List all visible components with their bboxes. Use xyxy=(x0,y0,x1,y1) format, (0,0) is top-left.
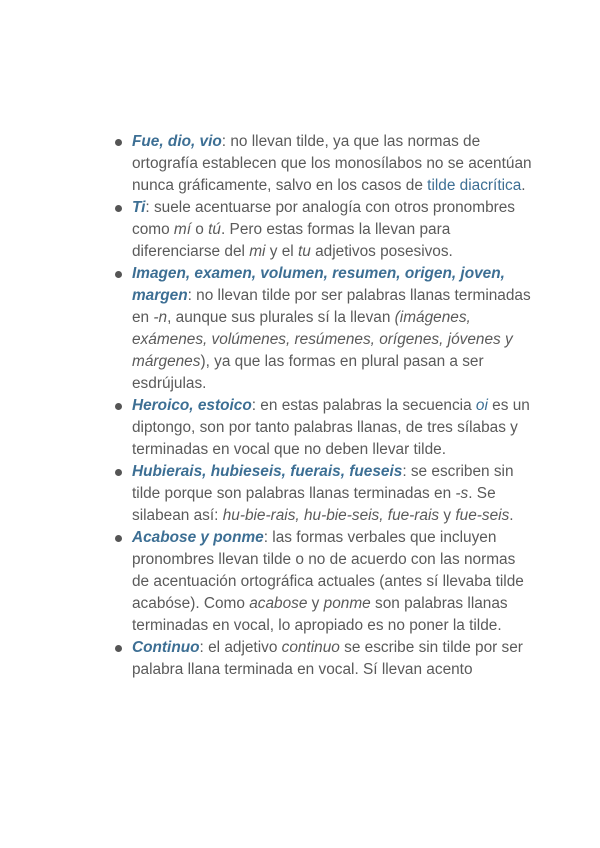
text: : el adjetivo xyxy=(199,639,282,656)
text: ), ya que las formas en plural pasan a ser esdrújulas. xyxy=(132,353,484,392)
text: son palabras llanas terminadas en vocal, lo apropiado es no poner la tilde. xyxy=(132,595,508,634)
bullet-icon xyxy=(115,469,122,476)
emphasis: oi xyxy=(475,397,488,414)
list-item-hubierais xyxy=(132,461,532,527)
text: : las formas verbales que incluyen pronombres llevan tilde o no de acuerdo con las normas de acentuación ortográfica actuales (antes sí llevaba tilde acabóse). Como xyxy=(132,529,524,612)
term: Acabose y ponme xyxy=(132,529,264,546)
term: Hubierais, hubieseis, fuerais, fueseis xyxy=(132,463,403,480)
text: . Pero estas formas la llevan para diferenciarse del xyxy=(132,221,451,260)
text: . xyxy=(521,177,526,194)
term: Continuo xyxy=(132,639,200,656)
text: adjetivos posesivos. xyxy=(310,243,453,260)
text: , aunque sus plurales sí la llevan xyxy=(167,309,395,326)
emphasis: acabose xyxy=(249,595,308,612)
text: y xyxy=(307,595,324,612)
text: o xyxy=(191,221,209,238)
bullet-icon xyxy=(115,403,122,410)
text: se escribe sin tilde por ser palabra llana terminada en vocal. Sí llevan acento xyxy=(132,639,523,678)
bullet-icon xyxy=(115,139,122,146)
text: es un diptongo, son por tanto palabras llanas, de tres sílabas y terminadas en vocal que no deben llevar tilde. xyxy=(132,397,530,458)
list-item-heroico-estoico xyxy=(132,395,532,461)
list-item-continuo xyxy=(132,637,532,681)
bullet-icon xyxy=(115,205,122,212)
bullet-icon xyxy=(115,271,122,278)
text: : no llevan tilde por ser palabras llanas terminadas en xyxy=(132,287,531,326)
text: y xyxy=(439,507,456,524)
text: : suele acentuarse por analogía con otros pronombres como xyxy=(132,199,516,238)
emphasis: fue-seis xyxy=(455,507,510,524)
emphasis: mí xyxy=(173,221,192,238)
term: Ti xyxy=(132,199,146,216)
emphasis: continuo xyxy=(281,639,340,656)
bullet-icon xyxy=(115,535,122,542)
term: Heroico, estoico xyxy=(132,397,252,414)
emphasis: -s xyxy=(455,485,469,502)
text: : en estas palabras la secuencia xyxy=(251,397,476,414)
term: Imagen, examen, volumen, resumen, origen, joven, margen xyxy=(132,265,505,304)
text: y el xyxy=(265,243,298,260)
emphasis: -n xyxy=(153,309,168,326)
term: Fue, dio, vio xyxy=(132,133,222,150)
text: . xyxy=(509,507,514,524)
text: : no llevan tilde, ya que las normas de ortografía establecen que los monosílabos no se acentúan nunca gráficamente, salvo en los casos de xyxy=(132,133,532,194)
emphasis: ponme xyxy=(323,595,371,612)
list-item-imagen-examen xyxy=(132,263,532,395)
bullet-list xyxy=(132,131,532,681)
emphasis: hu-bie-rais, hu-bie-seis, fue-rais xyxy=(222,507,440,524)
emphasis: mi xyxy=(249,243,266,260)
tilde-diacritica-link[interactable]: tilde diacrítica xyxy=(427,177,522,194)
list-item-fue-dio-vio xyxy=(132,131,532,197)
text: : se escriben sin tilde porque son palabras llanas terminadas en xyxy=(132,463,514,502)
list-item-ti xyxy=(132,197,532,263)
emphasis: tu xyxy=(297,243,311,260)
bullet-icon xyxy=(115,645,122,652)
list-item-acabose-ponme xyxy=(132,527,532,637)
text: . Se silabean así: xyxy=(132,485,496,524)
emphasis: (imágenes, exámenes, volúmenes, resúmenes, orígenes, jóvenes y márgenes xyxy=(132,309,513,370)
emphasis: tú xyxy=(208,221,221,238)
